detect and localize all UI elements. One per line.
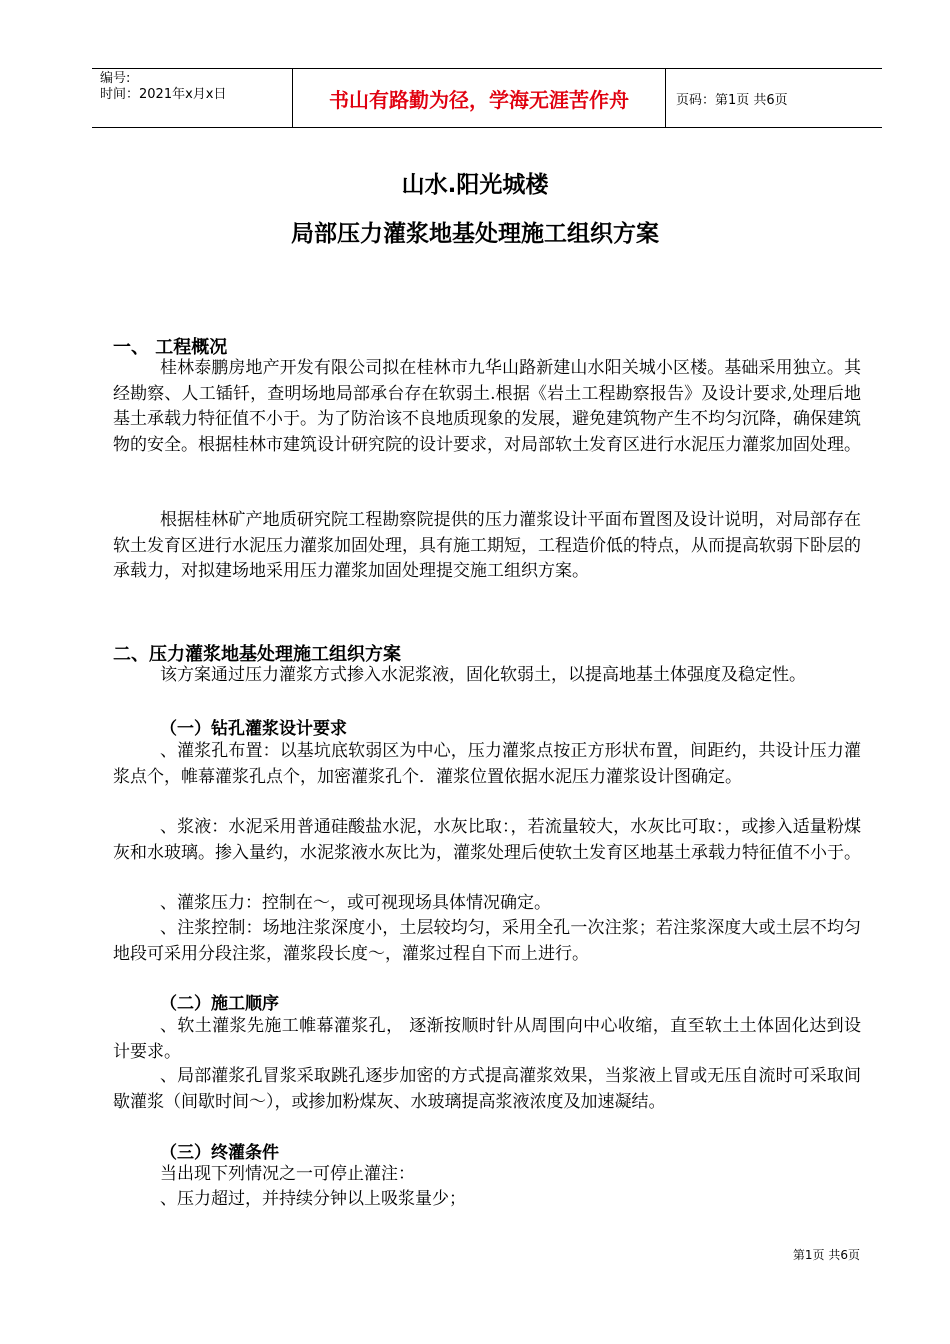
section-2-heading: 二、压力灌浆地基处理施工组织方案 bbox=[113, 644, 401, 665]
doc-title-line1: 山水.阳光城楼 bbox=[401, 172, 549, 198]
section-1-para-1: 桂林泰鹏房地产开发有限公司拟在桂林市九华山路新建山水阳关城小区楼。基础采用独立。其经勘察、人工锸钎，查明场地局部承台存在软弱土.根据《岩土工程勘察报告》及设计要求,处理后地基土承载力特征值不小于。为了防治该不良地质现象的发展，避免建筑物产生不均匀沉降，确保建筑物的安全。根据桂林市建筑设计研究院的设计要求，对局部软土发育区进行水泥压力灌浆加固处理。 bbox=[113, 358, 861, 455]
subsection-2-para-2: 、局部灌浆孔冒浆采取跳孔逐步加密的方式提高灌浆效果，当浆液上冒或无压自流时可采取间歇灌浆（间歇时间～），或掺加粉煤灰、水玻璃提高浆液浓度及加速凝结。 bbox=[113, 1066, 861, 1112]
subsection-3-para-1: 当出现下列情况之一可停止灌注： bbox=[160, 1164, 415, 1184]
subsection-1-para-1: 、灌浆孔布置：以基坑底软弱区为中心，压力灌浆点按正方形状布置，间距约，共设计压力灌浆点个，帷幕灌浆孔点个，加密灌浆孔个．灌浆位置依据水泥压力灌浆设计图确定。 bbox=[113, 741, 861, 787]
doc-number: 编号: bbox=[100, 71, 131, 86]
page-footer: 第1页 共6页 bbox=[792, 1248, 860, 1262]
subsection-2-heading: （二）施工顺序 bbox=[160, 994, 279, 1014]
subsection-1-heading: （一）钻孔灌浆设计要求 bbox=[160, 719, 347, 739]
section-1-para-2: 根据桂林矿产地质研究院工程勘察院提供的压力灌浆设计平面布置图及设计说明，对局部存在软土发育区进行水泥压力灌浆加固处理，具有施工期短，工程造价低的特点，从而提高软弱下卧层的承载力，对拟建场地采用压力灌浆加固处理提交施工组织方案。 bbox=[113, 510, 861, 581]
header-meta bbox=[92, 69, 293, 127]
subsection-3-heading: （三）终灌条件 bbox=[160, 1143, 279, 1163]
section-2-intro: 该方案通过压力灌浆方式掺入水泥浆液，固化软弱土，以提高地基土体强度及稳定性。 bbox=[160, 665, 806, 685]
subsection-1-para-2: 、浆液：水泥采用普通硅酸盐水泥，水灰比取：，若流量较大，水灰比可取：，或掺入适量粉煤灰和水玻璃。掺入量约，水泥浆液水灰比为，灌浆处理后使软土发育区地基土承载力特征值不小于。 bbox=[113, 817, 861, 863]
subsection-1-para-4: 、注浆控制：场地注浆深度小，土层较均匀，采用全孔一次注浆；若注浆深度大或土层不均匀地段可采用分段注浆，灌浆段长度～，灌浆过程自下而上进行。 bbox=[113, 918, 861, 964]
section-1-heading: 一、 工程概况 bbox=[113, 337, 228, 358]
subsection-3-para-2: 、压力超过，并持续分钟以上吸浆量少； bbox=[160, 1189, 466, 1209]
subsection-1-para-3: 、灌浆压力：控制在～，或可视现场具体情况确定。 bbox=[160, 893, 551, 913]
doc-title-line2: 局部压力灌浆地基处理施工组织方案 bbox=[291, 221, 659, 247]
header-motto: 书山有路勤为径，学海无涯苦作舟 bbox=[293, 69, 666, 127]
page-header bbox=[92, 68, 882, 128]
subsection-2-para-1: 、软土灌浆先施工帷幕灌浆孔， 逐渐按顺时针从周围向中心收缩，直至软土土体固化达到设计要求。 bbox=[113, 1016, 861, 1062]
doc-time: 时间：2021年x月x日 bbox=[100, 87, 227, 102]
header-page: 页码：第1页 共6页 bbox=[676, 92, 788, 108]
